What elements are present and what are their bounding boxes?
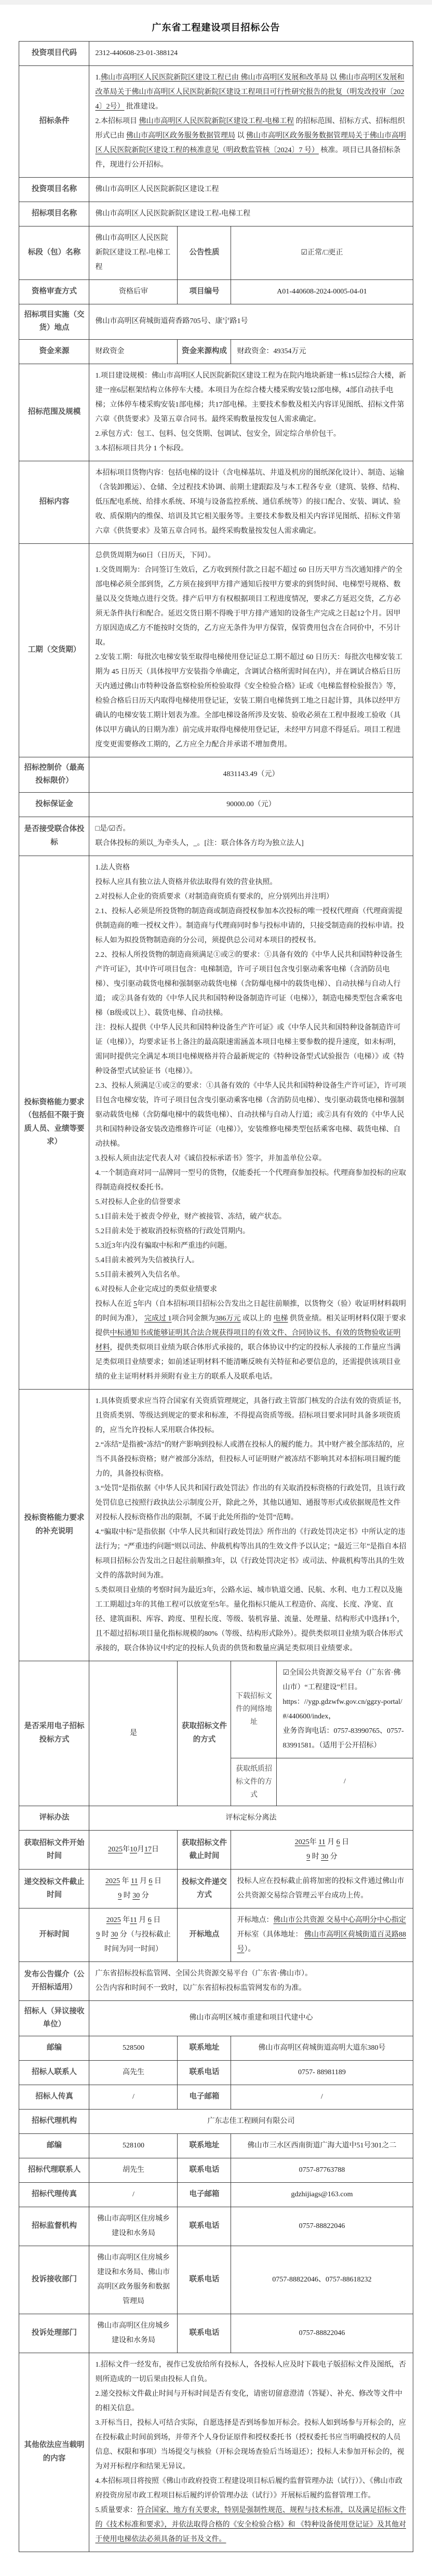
tenderee-fax-value2: / [231,2085,413,2109]
agency-contact-value2: 0757-87763788 [231,2158,413,2182]
row-bid-submission-deadline [19,1870,413,1908]
underlined-text: 中标通知书或能够证明其合法合规获得项目的有效文件、合同协议书、有效的货物验收证明材料 [95,1329,401,1352]
row-qualification-review-method [19,280,413,304]
section-package-name-value2: ☑正常/□更正 [231,226,413,280]
electronic-bidding-sub1-value: / [277,1758,413,1806]
investment-project-name-label: 投资项目名称 [19,178,89,202]
row-agency-contact [19,2158,413,2182]
paragraph: 2.1、投标人必须是所投货物的制造商或制造商授权参加本次投标的唯一授权代理商（代理商需提供制造商的唯一授权文件）。制造商与代理商同时参与投标申请的，只接受制造商的投标申请。投标人如为拟投货物制造商的分公司，须提供总公司对本项目的授权书。 [95,907,404,944]
tender-scope-and-scale-value [89,364,413,461]
paragraph: 投标人在近 5年内（自本招标项目招标公告发出之日起往前顺推，以货物交（验）收证明材料载明的时间为准）， 完成过 1项合同金额为386万元 或以上的 电梯 供货业绩。相关证明材料仅限于要求提供中标通知书或能够证明其合法合规获得项目的有效文件、合同协议书、有效的货物验收证明材料，提供类似项目业绩为联合体形式承接的，联合体协议中约定的投标人承接的工作量应当满足类似项目业绩要求；如前述证明材料不能清晰反映有关特征和必要信息的，还需提供该项目业绩的业主证明材料并须附有业主方的联系人及联系电话。 [95,1300,406,1381]
bid-security-value: 90000.00（元） [89,792,413,817]
paragraph: 3.投标人须由法定代表人对《诚信投标承诺书》签字，并加盖单位公章。 [95,1154,326,1163]
supervision-authority-value2: 0757-88822046 [231,2207,413,2246]
bid-opening-time-value2 [231,1908,413,1962]
paragraph: 5.类似项目业绩的考察时间为最近3年，公路水运、城市轨道交通、民航、水利、电力工程以及施工工期超过3年的其他工程可以放宽至5年。量化指标只能从工程造价、高度、长度、净宽、直径、建筑面积、库容、跨度、里程长度、等级、装机容量、流量、处理量、结构形式中选择1个，且不超过招标项目量化指标规模的80%（等级、结构形式除外）。提供类似项目业绩为联合体形式承接的，联合体协议中约定的投标人负责的供货和数量应满足类似项目业绩要求。 [95,1586,404,1652]
paragraph: 2025 年 11 月 6 日 [105,1877,161,1886]
paragraph: 2.对投标人企业的资质要求（对制造商资质有要求的，应分别列出并注明） [95,892,333,901]
paragraph: 2.3、投标人须满足①或②的要求：①具备有效的《中华人民共和国特种设备生产许可证》，许可项目包含电梯安装，许可子项目包含曳引驱动乘客电梯（含消防员电梯）、曳引驱动载货电梯和强制驱动载货电梯（含防爆电梯中的载货电梯）、自动扶梯与自动人行道；或②具有有效的《中华人民共和国特种设备安装改造维修许可证（电梯）》，安装维修电梯类型包括乘客电梯、载货电梯、自动扶梯。 [95,1082,406,1148]
underlined-text: 9 [306,1853,310,1861]
complaint-receiving-department-value: 佛山市高明区住房城乡建设和水务局、佛山市高明区政务服务和数据管理局 [89,2246,178,2314]
row-tender-conditions [19,66,413,178]
paragraph: 1.招标文件一经发布，视作已发放给所有投标人，各投标人应及时下载电子版招标文件及图纸，否则所造成的一切后果由投标人自负。 [95,2360,406,2383]
supervision-authority-label: 招标监督机构 [19,2207,89,2246]
row-bid-opening-time [19,1908,413,1962]
row-tenderee-fax [19,2085,413,2109]
bid-submission-deadline-label: 递交投标文件截止时间 [19,1870,89,1908]
paragraph: 3.开标当日，投标人可结合实际，自愿选择是否到场参加开标会。投标人如到场参与开标会的，应在投标截止时间前到场，并带齐个人身份证原件和授权委托书（授权委托书应当明确授权的人员信息、权限和事项）当场提交与核验（开标会现场查验后当场退还）；投标人未参加开标会的，视为对开标程序和结果无异议。 [95,2419,406,2471]
agency-postcode-value2: 佛山市三水区西南街道广海大道中51号301之二 [231,2133,413,2158]
paragraph: 1.项目建设规模：佛山市高明区人民医院新院区建设工程为在院内地块新建一栋15层综合大楼，新建一座6层框架结构立体停车大楼。本项目为在综合楼大楼采购安装12部电梯，4部自动扶手电梯；立体停车楼采购安装1部电梯；共17部电梯。主要技术参数及相关内容详见图纸、招标文件第六章《供货要求》及第五章合同书。最终采购数量按发包人需求确定。 [95,371,406,423]
underlined-text: 完成过 1 [144,1314,172,1323]
paragraph: 5.1目前未处于被责令停业，财产被接管、冻结，破产状态。 [95,1212,286,1221]
paragraph: 9 时 30 分 [118,1892,149,1900]
paragraph: 1.具体资质要求应当符合国家有关资质管理规定，具备行政主管部门核发的合法有效的资质证书，且资质类别、等级达到规定的要求和标准，不得提高资质等级。招标项目要求同时具备多项资质的，应当允许投标人采用联合体投标。 [95,1397,406,1434]
evaluation-method-label: 评标办法 [19,1806,89,1831]
paragraph: 5.2目前未处于被取消投标资格的行政处罚期内。 [95,1227,250,1235]
underlined-text: 佛山市高明区政务服务数据管理局 [126,132,235,140]
tenderee-fax-value: / [89,2085,178,2109]
implementation-delivery-location-value: 佛山市高明区荷城街道荷香路705号、康宁路1号 [89,304,413,340]
underlined-text: 6 [336,1838,340,1847]
row-tenderee-postcode [19,2036,413,2060]
paragraph: 2025 年11 月 6 日 [106,1916,161,1925]
implementation-delivery-location-label: 招标项目实施（交货）地点 [19,304,89,340]
paragraph: 公告内容和时间不一致时，以广东省招标投标监管网发布的为准。 [95,1984,306,1993]
tender-project-name-value: 佛山市高明区人民医院新院区建设工程-电梯工程 [89,202,413,226]
underlined-text: 佛山市高明区荷城街道百灵路88号 [237,1931,406,1954]
tender-project-name-label: 招标项目名称 [19,202,89,226]
paragraph: 2.递交投标文件截止时间与开标时间是否有变化，请密切留意澄清（答疑）、补充、修改等文件中的相关信息。 [95,2390,402,2412]
paragraph: 2.承包方式：包工、包料、包交货期、包调试、包安全，固定综合单价包干。 [95,430,341,438]
agency-fax-label: 招标代理传真 [19,2182,89,2207]
qualification-supplementary-notes-value [89,1389,413,1661]
agency-fax-value2: gdzhijiags@163.com [231,2182,413,2207]
paragraph: 3.“处罚”是指依据《中华人民共和国行政处罚法》作出的有关取消投标资格的行政处罚，且该行政处罚信息已按照行政执法公示制度公开，除此之外，其他以通知、通报等形式或依据规范性文件对投标人投标资格作出的限制，不属于此处所指的“处罚”范畴。 [95,1484,406,1521]
row-tender-project-name [19,202,413,226]
tenderee-contact-value: 高先生 [89,2060,178,2085]
row-evaluation-method [19,1806,413,1831]
underlined-text: 30 [111,1931,118,1939]
electronic-bidding-label: 是否采用电子招标投标方式 [19,1661,89,1806]
tenderee-label: 招标人（异议接收单位） [19,2001,89,2036]
tender-agency-value: 广东志佳工程顾问有限公司 [89,2109,413,2133]
underlined-text: 11 [130,1916,137,1925]
paragraph: 5.质量要求：符合国家、地方有关要求，特别是强制性规范、规程与技术标准，以及满足招标文件的《技术标准和要求》，并依法取得合格的《安全检验合格》和 《特种设备使用登记证》及其他对于使用电梯依法必须具备的证书及文件。 [95,2506,406,2543]
paragraph: 5.5目前未被列入失信名单。 [95,1271,184,1279]
row-investment-project-name [19,178,413,202]
row-electronic-bidding [19,1661,413,1758]
complaint-handling-department-value2: 0757-88822046 [231,2314,413,2353]
underlined-text: 2025 [106,1916,121,1925]
tenderee-postcode-label2: 联系地址 [178,2036,231,2060]
row-supervision-authority [19,2207,413,2246]
row-bidder-qualification-requirements [19,856,413,1389]
announcement-media-label: 发布公告媒介（公开招标适用） [19,1962,89,2001]
tenderee-contact-value2: 0757- 88981189 [231,2060,413,2085]
underlined-text: 2025 [107,1846,123,1854]
row-tender-agency [19,2109,413,2133]
tender-agency-label: 招标代理机构 [19,2109,89,2133]
row-tenderee [19,2001,413,2036]
paragraph: 1.佛山市高明区人民医院新院区建设工程已由 佛山市高明区发展和改革局 以 佛山市高明区发展和改革局关于佛山市高明区人民医院新院区建设工程项目可行性研究报告的批复（明发改投审〔2024〕2号） 批准建设。 [95,74,404,111]
paragraph: 5.4目前未被列为失信被执行人。 [95,1256,199,1264]
qualification-supplementary-notes-label: 投标资格能力要求的补充说明 [19,1389,89,1661]
complaint-handling-department-label: 投诉处理部门 [19,2314,89,2353]
funding-source-value: 财政资金 [89,339,178,364]
section-package-name-label: 标段（包）名称 [19,226,89,280]
tender-control-price-value: 4831143.49（元） [89,757,413,792]
underlined-text: 符合国家、地方有关要求，特别是强制性规范、规程与技术标准，以及满足招标文件的《技术标准和要求》，并依法取得合格的《安全检验合格》和 《特种设备使用登记证》及其他对于使用电梯依法必须具备的证书及文件。 [95,2506,406,2543]
underlined-text: 2025 [294,1838,309,1847]
row-investment-project-code [19,42,413,66]
paragraph: 2.本招标项目 佛山市高明区人民医院新院区建设工程-电梯工程 的招标范围、招标方式、招标组织形式已由 佛山市高明区政务服务数据管理局 以 佛山市高明区政务服务数据管理局关于佛山市高明区人民医院新院区建设工程的核准意见（明政数监管核〔2024〕7 号） 核准。项目已具备招标条件，现进行公开招标。 [95,117,406,169]
funding-source-value2: 财政资金：49354万元 [231,339,413,364]
supervision-authority-value: 佛山市高明区住房城乡建设和水务局 [89,2207,178,2246]
underlined-text: 佛山市高明区人民医院新院区建设工程-电梯工程 [139,117,294,125]
row-qualification-supplementary-notes [19,1389,413,1661]
row-tenderee-contact [19,2060,413,2085]
tender-announcement-page [0,20,432,2576]
paragraph: 2.安装工期：每批次电梯安装至取得电梯使用登记证总工期不超过 60 日历天：每批次电梯安装工期为 45 日历天（具体按甲方安装指令单确定，含调试合格所需时间在内），并在调试合格后日历天内通过佛山市特种设备监察检验所检验取得《安全检验合格》证或《电梯监督检验报告》等，检验合格后日历天内取得电梯使用登记证，安装工期自电梯货到工地之日起计算，具体以经甲方确认的电梯安装工期计划表为准。全部电梯设备所涉及安装、验收必须在工程申报竣工验收（具体以甲方确认的日期为准）前完成并取得电梯使用登记证，未经甲方同意不得延后。项目工程进度变更需要修改工期的，乙方应全力配合并承诺不增加费用。 [95,653,402,749]
complaint-receiving-department-label: 投诉接收部门 [19,2246,89,2314]
paragraph: 9 时 30 分（与投标截止时间为同一时间） [96,1931,171,1954]
underlined-text: 386万元 [215,1314,241,1323]
construction-delivery-period-value [89,543,413,757]
underlined-text: 30 [132,1892,140,1900]
underlined-text: 6 [147,1916,152,1925]
paragraph: 总供货周期为60日（日历天，下同）。 [95,551,215,559]
electronic-bidding-sub1-label: 获取纸质招标文件的方式 [231,1758,277,1806]
paragraph: □是/☑否。 [95,824,130,833]
paragraph: 2.2、投标人所投货物的制造商须满足①或②的要求：①具备有效的《中华人民共和国特种设备生产许可证》，其中许可项目包含：电梯制造，许可子项目包含曳引驱动乘客电梯（含消防员电梯）、曳引驱动载货电梯和强制驱动载货电梯（含防爆电梯中的载货电梯）、自动扶梯与自动人行道； 或②具备有效的《中华人民共和国特种设备制造许可证（电梯）》，制造电梯类型包含乘客电梯（B级或以上）、载货电梯、自动扶梯。 [95,951,402,1017]
underlined-text: 11 [130,1877,138,1886]
row-section-package-name [19,226,413,280]
underlined-text: 佛山市高明区人民医院新院区建设工程已由 佛山市高明区发展和改革局 以 佛山市高明区发展和改革局关于佛山市高明区人民医院新院区建设工程项目可行性研究报告的批复（明发改投审〔2024〕2号） [95,74,404,111]
qualification-review-method-value: 资格后审 [89,280,178,304]
bid-security-label: 投标保证金 [19,792,89,817]
paragraph: 2025年10月17日 [107,1846,159,1854]
document-obtain-start-time-value2 [231,1831,413,1870]
section-package-name-label2: 公告性质 [178,226,231,280]
page-title: 广东省工程建设项目招标公告 [152,22,280,33]
underlined-text: 11 [318,1838,326,1847]
paragraph: https：//ygp.gdzwfw.gov.cn/ggzy-portal/#/440600/index， [282,1698,402,1720]
row-agency-postcode [19,2133,413,2158]
paragraph: 1.交货周期为：合同签订生效后，乙方收到预付款之日起不超过 60 日历天甲方当次通知排产的全部电梯必须全部到货，乙方须在接到甲方排产通知后按甲方要求的到货时间、电梯型号规格、数量以及交货地点进行交货。排产后甲方有权根据项目工程进度情况，要求乙方延迟交货，乙方必须无条件执行和配合。延迟交货日期不得晚于甲方排产通知的设备生产完成之日起12个月。因甲方原因造成乙方不能按时交货的，乙方应无条件为甲方保管，保管费用包含在合同价中，不另计取。 [95,566,402,647]
bid-submission-deadline-label2: 投标文件递交方式 [178,1870,231,1908]
bid-submission-deadline-value [89,1870,178,1908]
paragraph: 6.对投标人企业完成过的类似业绩要求 [95,1285,217,1293]
underlined-text: 6 [148,1877,153,1886]
document-obtain-start-time-value [89,1831,178,1870]
paragraph: ☑全国公共资源交易平台（广东省·佛山市）“工程建设”栏目。 [282,1669,401,1691]
agency-fax-label2: 电子邮箱 [178,2182,231,2207]
agency-postcode-value: 528100 [89,2133,178,2158]
bidder-qualification-requirements-value [89,856,413,1389]
underlined-text: 佛山市公共资源 交易中心高明分中心指定 [273,1916,406,1925]
electronic-bidding-sub0-value [277,1661,413,1758]
underlined-text: 30 [321,1853,329,1861]
row-agency-fax [19,2182,413,2207]
funding-source-label: 资金来源 [19,339,89,364]
agency-postcode-label2: 联系地址 [178,2133,231,2158]
paragraph: 3.本招标项目共分 1 个标段。 [95,444,188,452]
row-tender-control-price [19,757,413,792]
other-required-content-label: 其他依法应当载明的内容 [19,2353,89,2552]
paragraph: 4.本招标项目将按照《佛山市政府投资工程建设项目标后履约监督管理办法（试行）》、《佛山市政府投资房屋市政工程项目标后履约评价管理办法（试行）》开展标后履约监督管理工作。 [95,2477,402,2500]
paragraph: 注：投标人提供《中华人民共和国特种设备生产许可证》或《中华人民共和国特种设备制造许可证（电梯）》，均要求证书上备注的最高限速需涵盖本项目电梯主要参数的提升速度，如未标明，需同时提供完全满足本项目电梯规格并符合最新规定的《特种设备型式试验报告（电梯）》或《特种设备型式试验证书（电梯）》。 [95,1023,404,1075]
paragraph: 1.法人资格 [95,863,130,872]
paragraph: 业务咨询电话：0757-83990765、0757-83991581。（适用于公开招标） [282,1727,404,1750]
tenderee-contact-label: 招标人联系人 [19,2060,89,2085]
evaluation-method-value: 评标定标分离法 [89,1806,413,1831]
tender-scope-and-scale-label: 招标范围及规模 [19,364,89,461]
agency-contact-label: 招标代理联系人 [19,2158,89,2182]
row-document-obtain-start-time [19,1831,413,1870]
row-funding-source [19,339,413,364]
underlined-text: 5 [133,1300,137,1308]
paragraph: 4.“骗取中标”是指依据《中华人民共和国行政处罚法》所作出的《行政处罚决定书》中所认定的违法行为；“严重违约问题”则以司法、仲裁机构等出具的生效文件予以认定；“最近三年”是指自本招标项目招标公告发出之日起往前顺推3年，以《行政处罚决定书》或司法、仲裁机构等出具的生效文件的落款时间为准。 [95,1528,407,1580]
bid-opening-time-label: 开标时间 [19,1908,89,1962]
section-package-name-value: 佛山市高明区人民医院新院区建设工程-电梯工程 [89,226,178,280]
qualification-review-method-value2: A01-440608-2024-0005-04-01 [231,280,413,304]
tenderee-fax-label: 招标人传真 [19,2085,89,2109]
row-other-required-content [19,2353,413,2552]
agency-fax-value: / [89,2182,178,2207]
document-obtain-start-time-label: 获取招标文件开始时间 [19,1831,89,1870]
tender-conditions-label: 招标条件 [19,66,89,178]
paragraph: 投标人应具有独立法人资格并依法取得有效的营业执照。 [95,878,277,886]
tenderee-postcode-label: 邮编 [19,2036,89,2060]
consortium-bidding-value [89,817,413,856]
underlined-text: 9 [118,1892,122,1900]
investment-project-code-value: 2312-440608-23-01-388124 [89,42,413,66]
qualification-review-method-label2: 项目编号 [178,280,231,304]
document-obtain-start-time-label2: 获取招标文件截止时间 [178,1831,231,1870]
paragraph: 5.对投标人企业的信誉要求 [95,1198,181,1206]
electronic-bidding-value: 是 [89,1661,178,1806]
underlined-text: 电梯 [273,1314,288,1323]
complaint-handling-department-label2: 联系电话 [178,2314,231,2353]
tender-content-value: 本招标项目货物内容：包括电梯的设计（含电梯基坑、井道及机房的图纸深化设计）、制造、运输（含装卸搬运）、仓储、全过程技术协调、前期土建跟踪及与本工程各专业（建筑、装修、结构、低压配电系统、给排水系统、环境与设备监控系统、通信系统等）的接口配合、安装、调试、验收、质保期内的维保、培训及其它相关服务等。主要技术参数及相关内容详见图纸、招标文件第六章《供货要求》及第五章合同书。最终采购数量按发包人需求确定。 [89,461,413,543]
row-bid-security [19,792,413,817]
top-strip [0,0,432,5]
bidder-qualification-requirements-label: 投标资格能力要求（包括但不限于资质人员、业绩等要求） [19,856,89,1389]
row-complaint-receiving-department [19,2246,413,2314]
row-tender-content [19,461,413,543]
electronic-bidding-label3: 获取招标文件的方式 [178,1661,231,1806]
table-body [19,42,413,2552]
funding-source-label2: 资金来源构成 [178,339,231,364]
qualification-review-method-label: 资格审查方式 [19,280,89,304]
bid-opening-time-value [89,1908,178,1962]
paragraph: 2025年 11 月 6 日 [294,1838,349,1847]
tender-content-label: 招标内容 [19,461,89,543]
bid-opening-time-label2: 开标地点 [178,1908,231,1962]
row-tender-scope-and-scale [19,364,413,461]
electronic-bidding-sub0-label: 下载招标文件的网络地址 [231,1661,277,1758]
underlined-text: 9 [96,1931,100,1939]
paragraph: 4.一个制造商对同一品牌同一型号的货物，仅能委托一个代理商参加投标。代理商参加投标的应取得制造商授权委托书。 [95,1169,406,1192]
row-construction-delivery-period [19,543,413,757]
row-complaint-handling-department [19,2314,413,2353]
announcement-media-value [89,1962,413,2001]
tenderee-value: 佛山市高明区城市重建和项目代建中心 [89,2001,413,2036]
complaint-receiving-department-value2: 0757-88822046、0757-88618232 [231,2246,413,2314]
consortium-bidding-label: 是否接受联合体投标 [19,817,89,856]
agency-postcode-label: 邮编 [19,2133,89,2158]
agency-contact-label2: 联系电话 [178,2158,231,2182]
paragraph: 联合体投标的须以_为牵头人，_。[注：联合体各方均为独立法人] [95,839,304,847]
agency-contact-value: 胡先生 [89,2158,178,2182]
investment-project-name-value: 佛山市高明区人民医院新院区建设工程 [89,178,413,202]
paragraph: 2.“冻结”是指被“冻结”的财产影响到投标人或潜在投标人的履约能力。其中财产被全部冻结的，应当不具备投标资格；财产被部分冻结，但投标人可证明财产被冻结不影响其对本招标项目履约能力的，具备投标资格。 [95,1440,404,1478]
complaint-receiving-department-label2: 联系电话 [178,2246,231,2314]
other-required-content-value [89,2353,413,2552]
tender-conditions-value [89,66,413,178]
complaint-handling-department-value: 佛山市高明区住房城乡建设和水务局 [89,2314,178,2353]
tenderee-postcode-value2: 佛山市高明区荷城街道高明大道东380号 [231,2036,413,2060]
underlined-text: 2025 [105,1877,120,1886]
underlined-text: 10 [129,1846,137,1854]
supervision-authority-label2: 联系电话 [178,2207,231,2246]
paragraph: 9 时 30 分 [306,1853,338,1861]
tenderee-fax-label2: 电子邮箱 [178,2085,231,2109]
bid-submission-deadline-value2: 投标人应在投标截止前将加密的投标文件通过佛山市公共资源交易综合管理云平台成功上传。 [231,1870,413,1908]
row-implementation-delivery-location [19,304,413,340]
row-consortium-bidding [19,817,413,856]
construction-delivery-period-label: 工期（交货期） [19,543,89,757]
tenderee-postcode-value: 528500 [89,2036,178,2060]
investment-project-code-label: 投资项目代码 [19,42,89,66]
tender-announcement-table [19,41,413,2552]
paragraph: 开标地点：佛山市公共资源 交易中心高明分中心指定开标室（具体地址： 佛山市高明区荷城街道百灵路88号）。 [237,1916,406,1954]
tender-control-price-label: 招标控制价（最高投标限价） [19,757,89,792]
tenderee-contact-label2: 联系电话 [178,2060,231,2085]
paragraph: 广东省招标投标监管网、全国公共资源交易平台（广东省·佛山市）。 [95,1970,313,1978]
paragraph: 5.3近3年内没有骗取中标和严重违约问题。 [95,1242,232,1250]
underlined-text: 17 [144,1846,152,1854]
row-announcement-media [19,1962,413,2001]
underlined-text: 佛山市高明区政务服务数据管理局关于佛山市高明区人民医院新院区建设工程的核准意见（明政数监管核〔2024〕7 号） [95,132,406,154]
